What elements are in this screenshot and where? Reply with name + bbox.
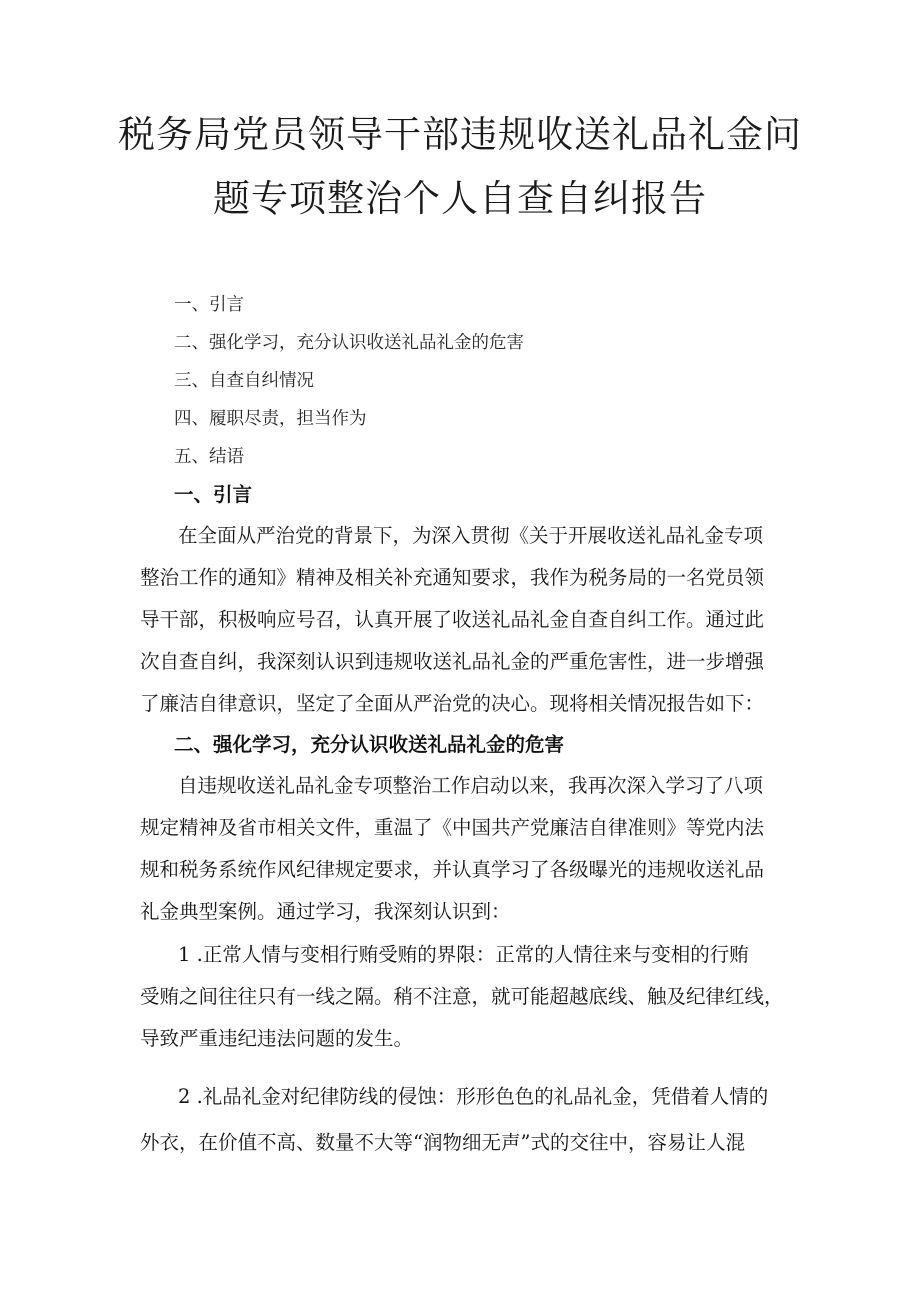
paragraph-line: 规定精神及省市相关文件，重温了《中国共产党廉洁自律准则》等党内法 xyxy=(140,816,765,839)
list-item-line: 受贿之间往往只有一线之隔。稍不注意，就可能超越底线、触及纪律红线， xyxy=(140,985,784,1008)
paragraph-line: 在全面从严治党的背景下，为深入贯彻《关于开展收送礼品礼金专项 xyxy=(178,524,764,547)
paragraph-line: 规和税务系统作风纪律规定要求，并认真学习了各级曝光的违规收送礼品 xyxy=(140,858,765,881)
list-item-line: 1 .正常人情与变相行贿受贿的界限：正常的人情往来与变相的行贿 xyxy=(178,943,749,966)
toc-item-study: 二、强化学习，充分认识收送礼品礼金的危害 xyxy=(174,333,524,353)
paragraph-line: 整治工作的通知》精神及相关补充通知要求，我作为税务局的一名党员领 xyxy=(140,566,765,589)
document-title-line-1: 税务局党员领导干部违规收送礼品礼金问 xyxy=(118,113,802,156)
paragraph-line: 礼金典型案例。通过学习，我深刻认识到： xyxy=(140,900,511,923)
toc-item-self-check: 三、自查自纠情况 xyxy=(174,371,314,391)
toc-item-duty: 四、履职尽责，担当作为 xyxy=(174,409,367,429)
section-heading-study: 二、强化学习，充分认识收送礼品礼金的危害 xyxy=(174,733,565,756)
list-item-line: 2 .礼品礼金对纪律防线的侵蚀：形形色色的礼品礼金，凭借着人情的 xyxy=(178,1085,769,1108)
paragraph-line: 导干部，积极响应号召，认真开展了收送礼品礼金自查自纠工作。通过此 xyxy=(140,608,765,631)
toc-item-conclusion: 五、结语 xyxy=(174,447,244,467)
section-heading-introduction: 一、引言 xyxy=(174,483,253,506)
paragraph-line: 次自查自纠，我深刻认识到违规收送礼品礼金的严重危害性，进一步增强 xyxy=(140,650,765,673)
paragraph-line: 自违规收送礼品礼金专项整治工作启动以来，我再次深入学习了八项 xyxy=(178,774,764,797)
paragraph-line: 了廉洁自律意识，坚定了全面从严治党的决心。现将相关情况报告如下： xyxy=(140,692,765,715)
document-title-line-2: 题专项整治个人自查自纠报告 xyxy=(213,177,707,220)
list-item-line: 外衣，在价值不高、数量不大等“润物细无声”式的交往中，容易让人混 xyxy=(140,1131,745,1154)
toc-item-introduction: 一、引言 xyxy=(174,295,244,315)
list-item-line: 导致严重违纪违法问题的发生。 xyxy=(140,1027,414,1050)
